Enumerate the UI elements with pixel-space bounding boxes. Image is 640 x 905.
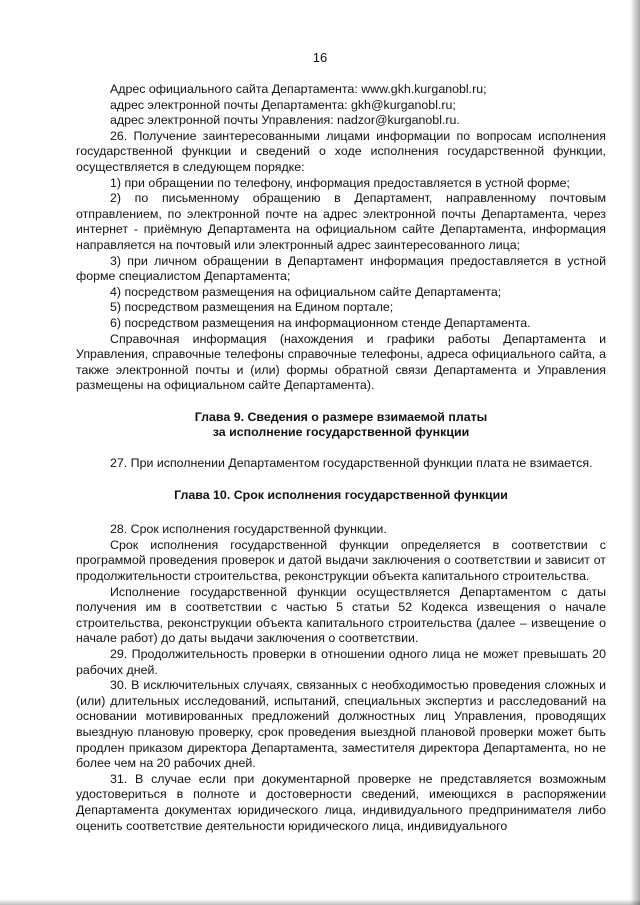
scan-edge-shadow [630,0,640,905]
chapter-9-heading-line-2: за исполнение государственной функции [212,425,470,440]
paragraph-29: 29. Продолжительность проверки в отношении одного лица не может превышать 20 рабочих дней. [76,647,606,677]
document-body [76,82,606,834]
paragraph-31: 31. В случае если при документарной проверке не представляется возможным удостовериться в полноте и достоверности сведений, имеющихся в распоряжении Департамента документах юридического лица, индивидуального предпринимателя либо оценить соответствие деятельности юридического лица, индивидуального [76,771,606,833]
page-number: 16 [312,50,328,65]
list-item-5: 5) посредством размещения на Едином портале; [110,300,394,315]
paragraph-term-definition: Срок исполнения государственной функции определяется в соответствии с программой проведения проверок и датой выдачи заключения о соответствии и зависит от продолжительности строительства, реконструкции объекта капитального строительства. [76,537,606,584]
list-item-6: 6) посредством размещения на информационном стенде Департамента. [110,315,531,330]
list-item-2: 2) по письменному обращению в Департамент, направленному почтовым отправлением, по электронной почте на адрес электронной почты Департамента, через интернет - приёмную Департамента на официальном сайте Департамента, информация направляется на почтовый или электронный адрес заинтересованного лица; [76,191,606,252]
list-item-1: 1) при обращении по телефону, информация предоставляется в устной форме; [110,175,570,190]
paragraph-26: 26. Получение заинтересованными лицами информации по вопросам исполнения государственной функции и сведений о ходе исполнения государственной функции, осуществляется в следующем порядке: [76,128,606,174]
paragraph-28: 28. Срок исполнения государственной функции. [110,522,387,537]
paragraph-reference-info: Справочная информация (нахождения и графики работы Департамента и Управления, справочные телефоны справочные телефоны, адреса официального сайта, а также электронной почты и (или) формы обратной связи Департамента и Управления размещены на официальном сайте Департамента). [76,331,606,393]
paragraph-site-address: Адрес официального сайта Департамента: www.gkh.kurganobl.ru; [110,82,487,96]
scan-bottom-shadow [0,899,640,905]
paragraph-30: 30. В исключительных случаях, связанных с необходимостью проведения сложных и (или) длительных исследований, испытаний, специальных экспертиз и расследований на основании мотивированных предложений должностных лиц Управления, проводящих выездную плановую проверку, срок проведения выездной плановой проверки может быть продлен приказом директора Департамента, заместителя директора Департамента, но не более чем на 20 рабочих дней. [76,678,606,771]
list-item-4: 4) посредством размещения на официальном сайте Департамента; [110,284,502,299]
paragraph-27: 27. При исполнении Департаментом государственной функции плата не взимается. [110,456,593,471]
chapter-10-heading: Глава 10. Срок исполнения государственной функции [174,487,508,502]
paragraph-term-start: Исполнение государственной функции осуществляется Департаментом с даты получения им в соответствии с частью 5 статьи 52 Кодекса извещения о начале строительства, реконструкции объекта капитального строительства (далее – извещение о начале работ) до даты выдачи заключения о соответствии. [76,584,606,646]
list-item-3: 3) при личном обращении в Департамент информация предоставляется в устной форме специалистом Департамента; [76,253,606,284]
paragraph-dept-email: адрес электронной почты Департамента: gkh@kurganobl.ru; [110,97,456,112]
chapter-9-heading-line-1: Глава 9. Сведения о размере взимаемой платы [194,409,488,424]
paragraph-admin-email: адрес электронной почты Управления: nadzor@kurganobl.ru. [110,113,460,128]
